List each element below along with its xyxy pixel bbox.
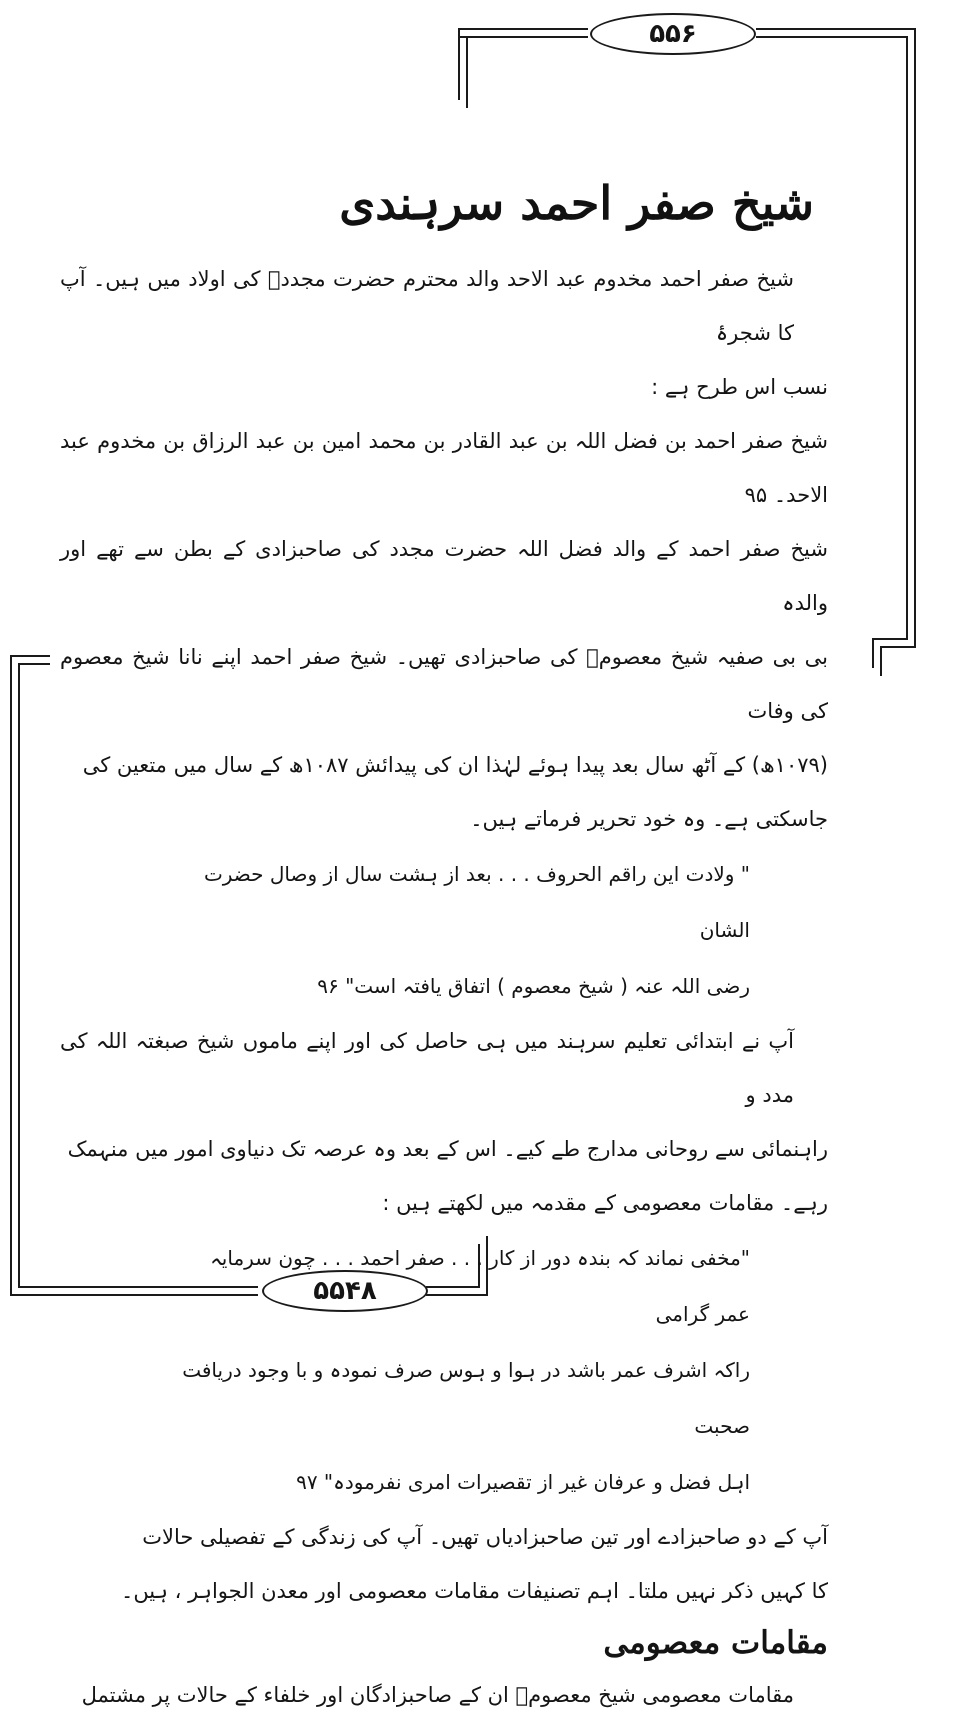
frame-left-outer: [10, 655, 12, 1295]
frame-right-inner: [906, 36, 908, 640]
page-number-bottom: ۵۵۴۸: [262, 1270, 428, 1312]
text-line: کا کہیں ذکر نہیں ملتا۔ اہم تصنیفات مقامات معصومی اور معدن الجواہر ، ہیں۔: [121, 1579, 828, 1603]
text-line: آپ کے دو صاحبزادے اور تین صاحبزادیاں تھیں۔ آپ کی زندگی کے تفصیلی حالات: [142, 1525, 828, 1549]
text-line: نسب اس طرح ہے :: [651, 375, 828, 399]
text-line: شیخ صفر احمد بن فضل اللہ بن عبد القادر بن محمد امین بن عبد الرزاق بن مخدوم عبد الاحد۔ ۹۵: [60, 429, 828, 507]
text-line: بی بی صفیہ شیخ معصومؒ کی صاحبزادی تھیں۔ شیخ صفر احمد اپنے نانا شیخ معصوم کی وفات: [60, 645, 828, 723]
frame-inner-top: [466, 106, 468, 108]
quote-line: "مخفی نماند کہ بندہ دور از کار . . . صفر احمد . . . چون سرمایہ عمر گرامی: [210, 1246, 750, 1326]
frame-top-inner: [458, 36, 588, 38]
frame-right-join-outer: [880, 646, 916, 648]
frame-left-top-inner: [18, 663, 50, 665]
final-paragraph: [60, 1668, 828, 1722]
text-line: راہنمائی سے روحانی مدارج طے کیے۔ اس کے بعد وہ عرصہ تک دنیاوی امور میں منہمک: [67, 1137, 828, 1161]
frame-right-outer: [914, 28, 916, 648]
frame-top-inner-right: [756, 36, 908, 38]
closing-paragraph: [60, 1510, 828, 1618]
text-line: آپ نے ابتدائی تعلیم سرہند میں ہی حاصل کی اور اپنے ماموں شیخ صبغتہ اللہ کی مدد و: [60, 1029, 794, 1107]
frame-right-join-inner: [872, 638, 908, 640]
section-heading: مقامات معصومی: [603, 1625, 828, 1661]
quote-line: راکہ اشرف عمر باشد در ہوا و ہوس صرف نمودہ و با وجود دریافت صحبت: [182, 1358, 750, 1438]
frame-left-top-outer: [10, 655, 50, 657]
preface-quote: [170, 1230, 750, 1510]
birth-quote: [170, 846, 750, 1014]
quote-line: اہل فضل و عرفان غیر از تقصیرات امری نفرمودہ" ۹۷: [296, 1470, 750, 1494]
intro-paragraph: [60, 252, 828, 414]
frame-top-outer: [458, 28, 588, 30]
text-line: رہے۔ مقامات معصومی کے مقدمہ میں لکھتے ہیں :: [382, 1191, 828, 1215]
frame-right-lower-outer: [880, 646, 882, 676]
text-line: شیخ صفر احمد مخدوم عبد الاحد والد محترم حضرت مجددؒ کی اولاد میں ہیں۔ آپ کا شجرۂ: [60, 267, 794, 345]
lineage-paragraph: [60, 414, 828, 846]
article-title: شیخ صفر احمد سرہندی: [339, 176, 814, 230]
article-body: [60, 168, 828, 1722]
frame-left-upper-inner: [466, 36, 468, 108]
education-paragraph: [60, 1014, 828, 1230]
frame-top-outer-right: [756, 28, 916, 30]
frame-left-upper-outer: [458, 28, 460, 100]
text-line: شیخ صفر احمد کے والد فضل اللہ حضرت مجدد کی صاحبزادی کے بطن سے تھے اور والدہ: [60, 537, 828, 615]
quote-line: رضی اللہ عنہ ( شیخ معصوم ) اتفاق یافتہ است" ۹۶: [317, 974, 750, 998]
text-line: جاسکتی ہے۔ وہ خود تحریر فرماتے ہیں۔: [470, 807, 828, 831]
frame-left-inner: [18, 663, 20, 1287]
frame-right-lower-inner: [872, 638, 874, 668]
quote-line: " ولادت این راقم الحروف . . . بعد از ہشت سال از وصال حضرت الشان: [203, 862, 750, 942]
text-line: مقامات معصومی شیخ معصومؒ ان کے صاحبزادگان اور خلفاء کے حالات پر مشتمل: [81, 1683, 794, 1707]
text-line: (۱۰۷۹ھ) کے آٹھ سال بعد پیدا ہوئے لہٰذا ان کی پیدائش ۱۰۸۷ھ کے سال میں متعین کی: [82, 753, 828, 777]
page-number-top: ۵۵۶: [590, 13, 756, 55]
